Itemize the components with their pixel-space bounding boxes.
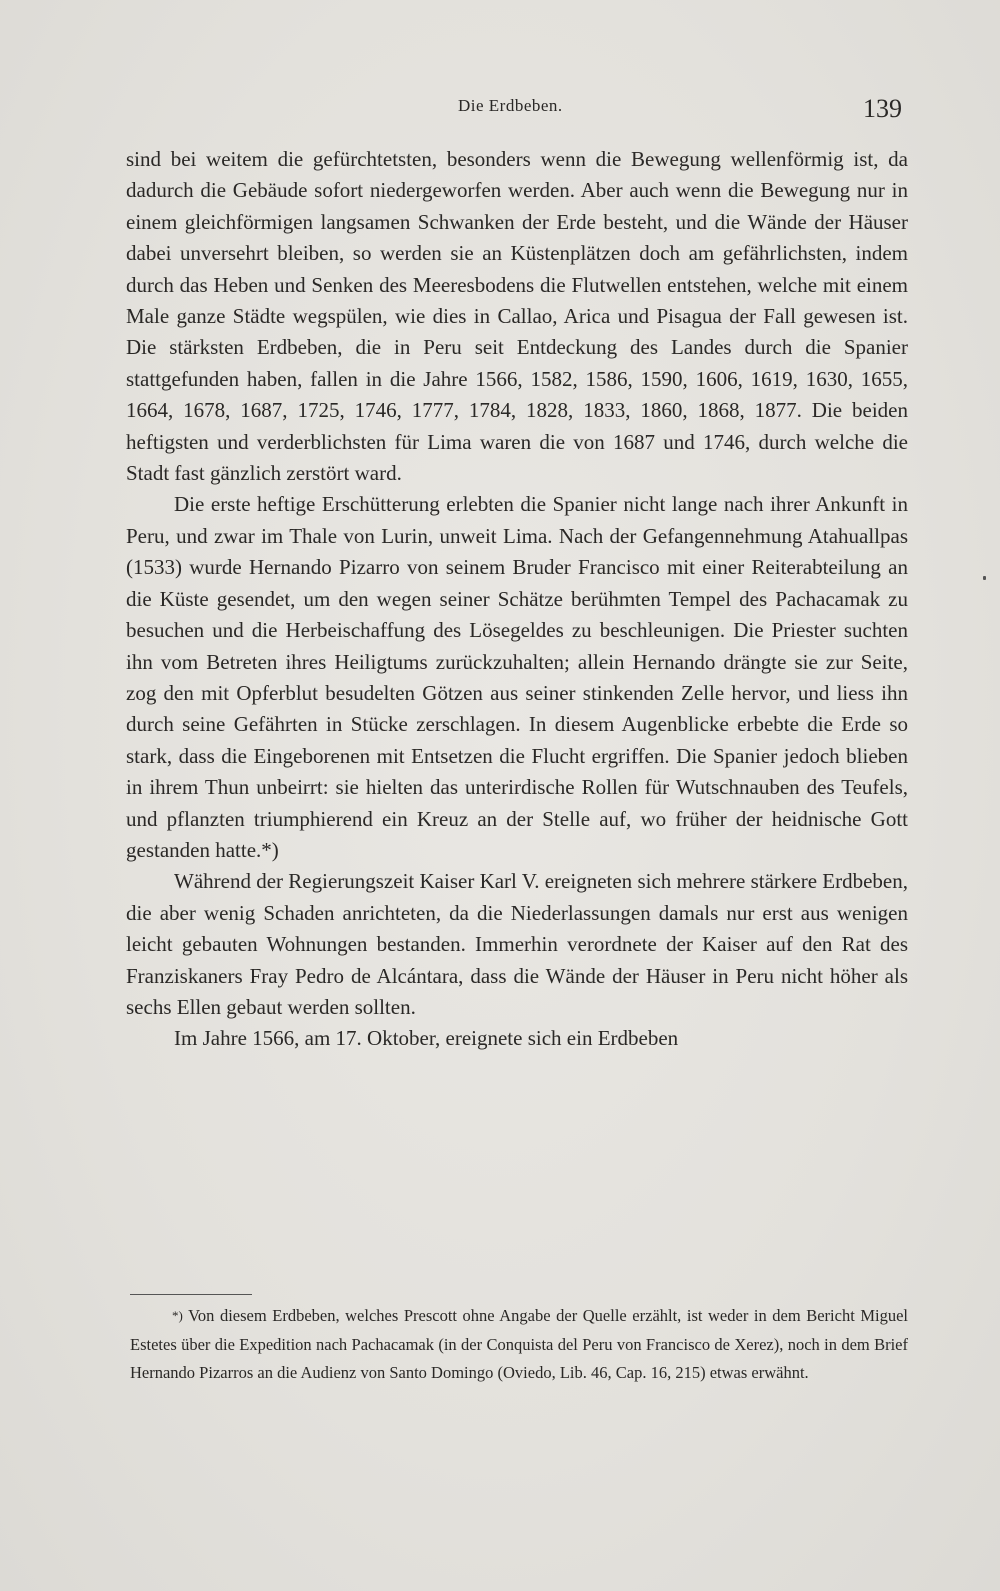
footnote bbox=[130, 1302, 908, 1388]
paragraph-2: Die erste heftige Erschütterung erlebten die Spanier nicht lange nach ihrer Ankunft in Peru, und zwar im Thale von Lurin, unweit Lima. Nach der Gefangennehmung Atahuallpas (1533) wurde Hernando Pizarro von seinem Bruder Francisco mit einer Reiterabteilung an die Küste gesendet, um den wegen seiner Schätze berühmten Tempel des Pachacamak zu besuchen und die Herbeischaffung des Lösegeldes zu beschleunigen. Die Priester suchten ihn vom Betreten ihres Heiligtums zurückzuhalten; allein Hernando drängte sie zur Seite, zog den mit Opferblut besudelten Götzen aus seiner stinkenden Zelle hervor, und liess ihn durch seine Gefährten in Stücke zerschlagen. In diesem Augenblicke erbebte die Erde so stark, dass die Eingeborenen mit Entsetzen die Flucht ergriffen. Die Spanier jedoch blieben in ihrem Thun unbeirrt: sie hielten das unterirdische Rollen für Wutschnauben des Teufels, und pflanzten triumphierend ein Kreuz an der Stelle auf, wo früher der heidnische Gott gestanden hatte.*) bbox=[126, 492, 908, 862]
main-text bbox=[126, 144, 908, 1055]
paragraph-4: Im Jahre 1566, am 17. Oktober, ereignete sich ein Erdbeben bbox=[174, 1026, 679, 1051]
footnote-text: Von diesem Erdbeben, welches Prescott ohne Angabe der Quelle erzählt, ist weder in dem Bericht Miguel Estetes über die Expedition nach Pachacamak (in der Conquista del Peru von Francisco de Xerez), noch in dem Brief Hernando Pizarros an die Audienz von Santo Domingo (Oviedo, Lib. 46, Cap. 16, 215) etwas erwähnt. bbox=[130, 1306, 909, 1382]
paragraph-1: sind bei weitem die gefürchtetsten, besonders wenn die Bewegung wellenförmig ist, da dadurch die Gebäude sofort niedergeworfen werden. Aber auch wenn die Bewegung nur in einem gleichförmigen langsamen Schwanken der Erde besteht, und die Wände der Häuser dabei unversehrt bleiben, so werden sie an Küstenplätzen doch am gefährlichsten, indem durch das Heben und Senken des Meeresbodens die Flutwellen entstehen, welche mit einem Male ganze Städte wegspülen, wie dies in Callao, Arica und Pisagua der Fall gewesen ist. Die stärksten Erdbeben, die in Peru seit Entdeckung des Landes durch die Spanier stattgefunden haben, fallen in die Jahre 1566, 1582, 1586, 1590, 1606, 1619, 1630, 1655, 1664, 1678, 1687, 1725, 1746, 1777, 1784, 1828, 1833, 1860, 1868, 1877. Die beiden heftigsten und verderblichsten für Lima waren die von 1687 und 1746, durch welche die Stadt fast gänzlich zerstört ward. bbox=[126, 147, 908, 486]
footnote-divider bbox=[130, 1294, 252, 1295]
margin-speck bbox=[983, 576, 986, 580]
paragraph-3: Während der Regierungszeit Kaiser Karl V. ereigneten sich mehrere stärkere Erdbeben, die aber wenig Schaden anrichteten, da die Niederlassungen damals nur erst aus wenigen leicht gebauten Wohnungen bestanden. Immerhin verordnete der Kaiser auf den Rat des Franziskaners Fray Pedro de Alcántara, dass die Wände der Häuser in Peru nicht höher als sechs Ellen gebaut werden sollten. bbox=[126, 869, 908, 1019]
footnote-marker: *) bbox=[172, 1308, 183, 1323]
page-header bbox=[120, 92, 910, 132]
page-number: 139 bbox=[863, 94, 902, 123]
running-title: Die Erdbeben. bbox=[458, 96, 563, 115]
